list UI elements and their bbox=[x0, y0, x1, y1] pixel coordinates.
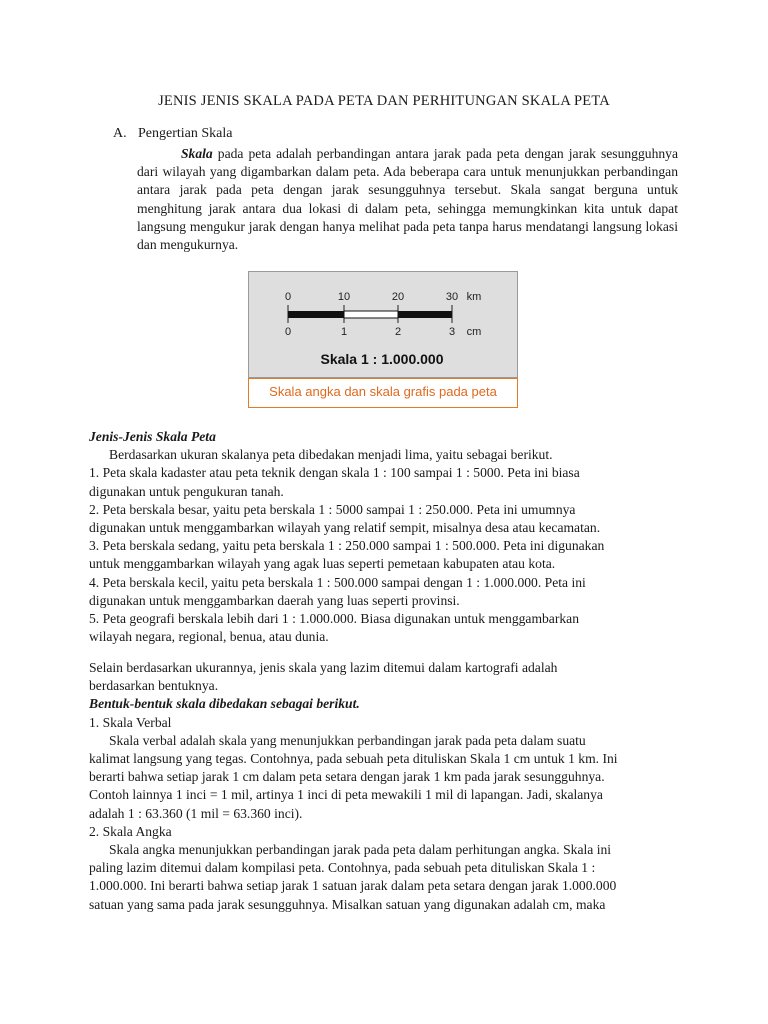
angka-line: 1.000.000. Ini berarti bahwa setiap jarak 1 satuan jarak dalam peta setara dengan jarak 1.000.000 bbox=[89, 878, 617, 894]
km-tick-0: 0 bbox=[284, 291, 292, 303]
section-heading-text: Pengertian Skala bbox=[138, 126, 233, 141]
scale-segment-2 bbox=[344, 311, 398, 318]
km-unit: km bbox=[466, 291, 482, 303]
scale-bar-graphic bbox=[248, 271, 518, 378]
verbal-line: adalah 1 : 63.360 (1 mil = 63.360 inci). bbox=[89, 805, 303, 821]
jenis-line: wilayah negara, regional, benua, atau dunia. bbox=[89, 629, 329, 645]
jenis-line: 2. Peta berskala besar, yaitu peta berskala 1 : 5000 sampai 1 : 250.000. Peta ini umumnya bbox=[89, 501, 576, 517]
km-tick-1: 10 bbox=[337, 291, 351, 303]
scale-figure bbox=[248, 271, 518, 408]
scale-segment-3 bbox=[398, 311, 452, 318]
jenis-section bbox=[89, 428, 689, 646]
section-a-heading bbox=[113, 126, 232, 142]
angka-line: paling lazim ditemui dalam kompilasi peta. Contohnya, pada sebuah peta dituliskan Skala 1 : bbox=[89, 860, 596, 876]
skala-verbal-title: 1. Skala Verbal bbox=[89, 714, 172, 730]
definition-paragraph bbox=[137, 145, 678, 254]
jenis-intro: Berdasarkan ukuran skalanya peta dibedakan menjadi lima, yaitu sebagai berikut. bbox=[109, 447, 553, 463]
figure-caption: Skala angka dan skala grafis pada peta bbox=[269, 384, 497, 399]
term-skala: Skala bbox=[181, 146, 213, 161]
jenis-line: 3. Peta berskala sedang, yaitu peta berskala 1 : 250.000 sampai 1 : 500.000. Peta ini digunakan bbox=[89, 538, 605, 554]
skala-angka-title: 2. Skala Angka bbox=[89, 823, 172, 839]
bentuk-intro-line: Selain berdasarkan ukurannya, jenis skala yang lazim ditemui dalam kartografi adalah bbox=[89, 660, 558, 675]
definition-text: pada peta adalah perbandingan antara jarak pada peta dengan jarak sesungguhnya dari wilayah yang digambarkan dalam peta. Ada beberapa cara untuk menunjukkan perbandingan antara jarak pada peta dengan jarak sesungguhnya tersebut. Skala sangat berguna untuk menghitung jarak antara dua lokasi di dalam peta, sehingga memungkinkan kita untuk dapat langsung mengukur jarak dengan hanya melihat pada peta tanpa harus mendatangi langsung lokasi dan mengukurnya. bbox=[137, 146, 678, 253]
bentuk-heading: Bentuk-bentuk skala dibedakan sebagai berikut. bbox=[89, 696, 360, 712]
verbal-line: Skala verbal adalah skala yang menunjukkan perbandingan jarak pada peta dalam suatu bbox=[109, 732, 586, 748]
km-tick-3: 30 bbox=[445, 291, 459, 303]
section-letter: A. bbox=[113, 126, 127, 141]
angka-line: satuan yang sama pada jarak sesungguhnya. Misalkan satuan yang digunakan adalah cm, maka bbox=[89, 896, 606, 912]
bentuk-section bbox=[89, 659, 689, 914]
jenis-line: digunakan untuk pengukuran tanah. bbox=[89, 483, 284, 499]
jenis-line: 4. Peta berskala kecil, yaitu peta berskala 1 : 500.000 sampai dengan 1 : 1.000.000. Peta ini bbox=[89, 574, 586, 590]
scale-label: Skala 1 : 1.000.000 bbox=[320, 351, 444, 367]
verbal-line: Contoh lainnya 1 inci = 1 mil, artinya 1 inci di peta mewakili 1 mil di lapangan. Jadi, skalanya bbox=[89, 787, 603, 803]
cm-tick-2: 2 bbox=[394, 326, 402, 338]
km-tick-2: 20 bbox=[391, 291, 405, 303]
bentuk-intro-line: berdasarkan bentuknya. bbox=[89, 678, 219, 694]
scale-segment-1 bbox=[288, 311, 344, 318]
jenis-line: digunakan untuk menggambarkan wilayah yang relatif sempit, misalnya desa atau kecamatan. bbox=[89, 520, 601, 536]
jenis-line: 1. Peta skala kadaster atau peta teknik dengan skala 1 : 100 sampai 1 : 5000. Peta ini biasa bbox=[89, 465, 580, 481]
page-title: JENIS JENIS SKALA PADA PETA DAN PERHITUNGAN SKALA PETA bbox=[158, 93, 610, 109]
verbal-line: kalimat langsung yang tegas. Contohnya, pada sebuah peta dituliskan Skala 1 cm untuk 1 km. Ini bbox=[89, 751, 618, 767]
verbal-line: berarti bahwa setiap jarak 1 cm dalam peta setara dengan jarak 1 km pada jarak sesungguhnya. bbox=[89, 769, 605, 785]
jenis-line: digunakan untuk menggambarkan daerah yang luas seperti provinsi. bbox=[89, 592, 460, 608]
cm-tick-3: 3 bbox=[448, 326, 456, 338]
jenis-line: 5. Peta geografi berskala lebih dari 1 : 1.000.000. Biasa digunakan untuk menggambarkan bbox=[89, 611, 579, 627]
angka-line: Skala angka menunjukkan perbandingan jarak pada peta dalam perhitungan angka. Skala ini bbox=[109, 842, 612, 858]
cm-unit: cm bbox=[466, 326, 482, 338]
cm-tick-0: 0 bbox=[284, 326, 292, 338]
cm-tick-1: 1 bbox=[340, 326, 348, 338]
jenis-heading: Jenis-Jenis Skala Peta bbox=[89, 429, 216, 444]
jenis-line: untuk menggambarkan wilayah yang agak luas seperti pemetaan kabupaten atau kota. bbox=[89, 556, 556, 572]
